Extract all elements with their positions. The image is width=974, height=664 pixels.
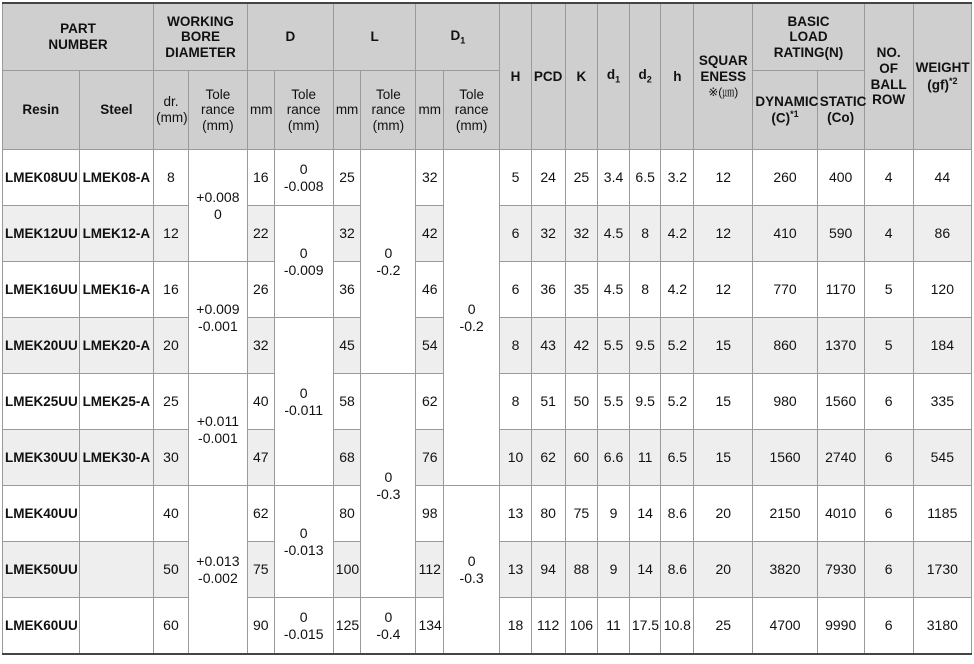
d-cell: 40: [248, 374, 275, 430]
basic-load-rating-header: BASIC LOAD RATING(N): [753, 3, 864, 71]
k-cell: 35: [565, 262, 598, 318]
h-cell: 18: [500, 598, 532, 655]
part-number-header: PART NUMBER: [3, 3, 154, 71]
resin-cell: LMEK60UU: [3, 598, 80, 655]
d1-cell: 42: [416, 206, 444, 262]
d1-small-cell: 11: [598, 598, 630, 655]
l-tolerance-cell: 0 -0.4: [361, 598, 416, 655]
dr-cell: 8: [154, 150, 189, 206]
d1-tolerance-header: Tole rance (mm): [444, 71, 500, 150]
ball-row-cell: 6: [864, 486, 913, 542]
static-cell: 7930: [817, 542, 864, 598]
steel-cell: LMEK20-A: [79, 318, 154, 374]
squareness-cell: 15: [694, 430, 753, 486]
resin-cell: LMEK20UU: [3, 318, 80, 374]
d-cell: 32: [248, 318, 275, 374]
l-cell: 125: [333, 598, 361, 655]
dynamic-cell: 2150: [753, 486, 817, 542]
d-cell: 75: [248, 542, 275, 598]
d1-cell: 32: [416, 150, 444, 206]
pcd-cell: 51: [531, 374, 565, 430]
dr-cell: 30: [154, 430, 189, 486]
dr-cell: 40: [154, 486, 189, 542]
d1-cell: 112: [416, 542, 444, 598]
d-cell: 90: [248, 598, 275, 655]
d1-small-cell: 9: [598, 486, 630, 542]
resin-cell: LMEK08UU: [3, 150, 80, 206]
bore-tolerance-cell: +0.008 0: [188, 150, 247, 262]
d1-tolerance-cell: 0 -0.3: [444, 486, 500, 655]
d-cell: 16: [248, 150, 275, 206]
pcd-header: PCD: [531, 3, 565, 150]
l-cell: 68: [333, 430, 361, 486]
weight-cell: 3180: [913, 598, 971, 655]
k-header: K: [565, 3, 598, 150]
h-small-cell: 3.2: [661, 150, 694, 206]
ball-row-cell: 5: [864, 318, 913, 374]
dr-mm-header: dr. (mm): [154, 71, 189, 150]
d-tolerance-header: Tole rance (mm): [274, 71, 333, 150]
k-cell: 106: [565, 598, 598, 655]
d1-cell: 134: [416, 598, 444, 655]
k-cell: 25: [565, 150, 598, 206]
d1-small-cell: 5.5: [598, 318, 630, 374]
h-cell: 8: [500, 318, 532, 374]
static-cell: 1170: [817, 262, 864, 318]
d-tolerance-cell: 0 -0.008: [274, 150, 333, 206]
h-small-cell: 8.6: [661, 542, 694, 598]
h-cell: 6: [500, 206, 532, 262]
d1-cell: 76: [416, 430, 444, 486]
d-cell: 26: [248, 262, 275, 318]
dynamic-cell: 860: [753, 318, 817, 374]
pcd-cell: 94: [531, 542, 565, 598]
d-cell: 22: [248, 206, 275, 262]
l-tolerance-header: Tole rance (mm): [361, 71, 416, 150]
specification-table: [2, 2, 972, 655]
h-cell: 13: [500, 486, 532, 542]
d-tolerance-cell: 0 -0.011: [274, 318, 333, 486]
d1-small-cell: 4.5: [598, 206, 630, 262]
d-tolerance-cell: 0 -0.009: [274, 206, 333, 318]
weight-cell: 335: [913, 374, 971, 430]
weight-header: WEIGHT (gf)$^{*2}$: [913, 3, 971, 150]
dynamic-cell: 410: [753, 206, 817, 262]
squareness-header: SQUAR ENESS ※(㎛): [694, 3, 753, 150]
ball-row-cell: 6: [864, 374, 913, 430]
d-mm-header: mm: [248, 71, 275, 150]
dr-cell: 25: [154, 374, 189, 430]
dynamic-header: DYNAMIC $(C)^{*1}$: [753, 71, 817, 150]
squareness-cell: 12: [694, 206, 753, 262]
d-tolerance-cell: 0 -0.015: [274, 598, 333, 655]
d2-small-cell: 8: [629, 262, 661, 318]
resin-header: Resin: [3, 71, 80, 150]
dynamic-cell: 1560: [753, 430, 817, 486]
static-cell: 4010: [817, 486, 864, 542]
squareness-cell: 20: [694, 542, 753, 598]
resin-cell: LMEK25UU: [3, 374, 80, 430]
d2-small-cell: 14: [629, 542, 661, 598]
squareness-cell: 12: [694, 262, 753, 318]
k-cell: 88: [565, 542, 598, 598]
d-header: D: [248, 3, 334, 71]
weight-cell: 184: [913, 318, 971, 374]
weight-cell: 545: [913, 430, 971, 486]
l-cell: 80: [333, 486, 361, 542]
weight-cell: 86: [913, 206, 971, 262]
h-cell: 8: [500, 374, 532, 430]
l-cell: 100: [333, 542, 361, 598]
bore-tolerance-cell: +0.013 -0.002: [188, 486, 247, 655]
ball-row-cell: 6: [864, 542, 913, 598]
dynamic-cell: 980: [753, 374, 817, 430]
d2-small-cell: 6.5: [629, 150, 661, 206]
l-tolerance-cell: 0 -0.3: [361, 374, 416, 598]
d1-cell: 98: [416, 486, 444, 542]
d1-small-cell: 4.5: [598, 262, 630, 318]
d-cell: 62: [248, 486, 275, 542]
d2-small-cell: 8: [629, 206, 661, 262]
k-cell: 32: [565, 206, 598, 262]
h-small-cell: 4.2: [661, 262, 694, 318]
d-cell: 47: [248, 430, 275, 486]
d2-small-cell: 17.5: [629, 598, 661, 655]
l-cell: 32: [333, 206, 361, 262]
squareness-cell: 15: [694, 318, 753, 374]
resin-cell: LMEK40UU: [3, 486, 80, 542]
h-cell: 6: [500, 262, 532, 318]
dr-cell: 50: [154, 542, 189, 598]
dr-cell: 16: [154, 262, 189, 318]
squareness-cell: 12: [694, 150, 753, 206]
ball-row-cell: 5: [864, 262, 913, 318]
bore-tolerance-cell: +0.009 -0.001: [188, 262, 247, 374]
dr-cell: 60: [154, 598, 189, 655]
h-cell: 13: [500, 542, 532, 598]
l-header: L: [333, 3, 416, 71]
h-small-cell: 10.8: [661, 598, 694, 655]
pcd-cell: 36: [531, 262, 565, 318]
d1-small-cell: 5.5: [598, 374, 630, 430]
l-cell: 45: [333, 318, 361, 374]
steel-cell: LMEK12-A: [79, 206, 154, 262]
h-small-cell: 5.2: [661, 318, 694, 374]
h-small-header: h: [661, 3, 694, 150]
resin-cell: LMEK12UU: [3, 206, 80, 262]
working-bore-diameter-header: WORKING BORE DIAMETER: [154, 3, 248, 71]
k-cell: 60: [565, 430, 598, 486]
h-small-cell: 8.6: [661, 486, 694, 542]
static-cell: 9990: [817, 598, 864, 655]
l-mm-header: mm: [333, 71, 361, 150]
l-cell: 25: [333, 150, 361, 206]
d-tolerance-cell: 0 -0.013: [274, 486, 333, 598]
h-small-cell: 6.5: [661, 430, 694, 486]
dynamic-cell: 260: [753, 150, 817, 206]
d1-small-cell: 6.6: [598, 430, 630, 486]
weight-cell: 44: [913, 150, 971, 206]
h-cell: 10: [500, 430, 532, 486]
weight-cell: 120: [913, 262, 971, 318]
resin-cell: LMEK16UU: [3, 262, 80, 318]
h-cell: 5: [500, 150, 532, 206]
l-tolerance-cell: 0 -0.2: [361, 150, 416, 374]
dr-cell: 20: [154, 318, 189, 374]
l-cell: 58: [333, 374, 361, 430]
h-header: H: [500, 3, 532, 150]
squareness-cell: 15: [694, 374, 753, 430]
resin-cell: LMEK50UU: [3, 542, 80, 598]
squareness-cell: 25: [694, 598, 753, 655]
d1-header: $D_1$: [416, 3, 500, 71]
d2-small-header: $d_2$: [629, 3, 661, 150]
ball-row-header: NO. OF BALL ROW: [864, 3, 913, 150]
d1-mm-header: mm: [416, 71, 444, 150]
pcd-cell: 24: [531, 150, 565, 206]
pcd-cell: 80: [531, 486, 565, 542]
resin-cell: LMEK30UU: [3, 430, 80, 486]
static-cell: 1560: [817, 374, 864, 430]
steel-cell: LMEK30-A: [79, 430, 154, 486]
steel-cell: LMEK08-A: [79, 150, 154, 206]
d1-small-header: $d_1$: [598, 3, 630, 150]
d1-cell: 54: [416, 318, 444, 374]
pcd-cell: 62: [531, 430, 565, 486]
steel-cell: LMEK16-A: [79, 262, 154, 318]
static-cell: 590: [817, 206, 864, 262]
steel-header: Steel: [79, 71, 154, 150]
ball-row-cell: 6: [864, 430, 913, 486]
k-cell: 50: [565, 374, 598, 430]
d2-small-cell: 9.5: [629, 374, 661, 430]
bore-tolerance-header: Tole rance (mm): [188, 71, 247, 150]
d2-small-cell: 9.5: [629, 318, 661, 374]
d2-small-cell: 14: [629, 486, 661, 542]
steel-cell: [79, 598, 154, 655]
steel-cell: [79, 542, 154, 598]
dynamic-cell: 4700: [753, 598, 817, 655]
d1-small-cell: 9: [598, 542, 630, 598]
h-small-cell: 4.2: [661, 206, 694, 262]
pcd-cell: 43: [531, 318, 565, 374]
d1-tolerance-cell: 0 -0.2: [444, 150, 500, 486]
static-cell: 1370: [817, 318, 864, 374]
pcd-cell: 32: [531, 206, 565, 262]
k-cell: 75: [565, 486, 598, 542]
ball-row-cell: 6: [864, 598, 913, 655]
squareness-cell: 20: [694, 486, 753, 542]
h-small-cell: 5.2: [661, 374, 694, 430]
dynamic-cell: 3820: [753, 542, 817, 598]
dr-cell: 12: [154, 206, 189, 262]
steel-cell: LMEK25-A: [79, 374, 154, 430]
bore-tolerance-cell: +0.011 -0.001: [188, 374, 247, 486]
ball-row-cell: 4: [864, 206, 913, 262]
static-header: STATIC (Co): [817, 71, 864, 150]
l-cell: 36: [333, 262, 361, 318]
k-cell: 42: [565, 318, 598, 374]
pcd-cell: 112: [531, 598, 565, 655]
d1-cell: 62: [416, 374, 444, 430]
dynamic-cell: 770: [753, 262, 817, 318]
weight-cell: 1730: [913, 542, 971, 598]
static-cell: 400: [817, 150, 864, 206]
d2-small-cell: 11: [629, 430, 661, 486]
d1-cell: 46: [416, 262, 444, 318]
weight-cell: 1185: [913, 486, 971, 542]
ball-row-cell: 4: [864, 150, 913, 206]
static-cell: 2740: [817, 430, 864, 486]
d1-small-cell: 3.4: [598, 150, 630, 206]
steel-cell: [79, 486, 154, 542]
